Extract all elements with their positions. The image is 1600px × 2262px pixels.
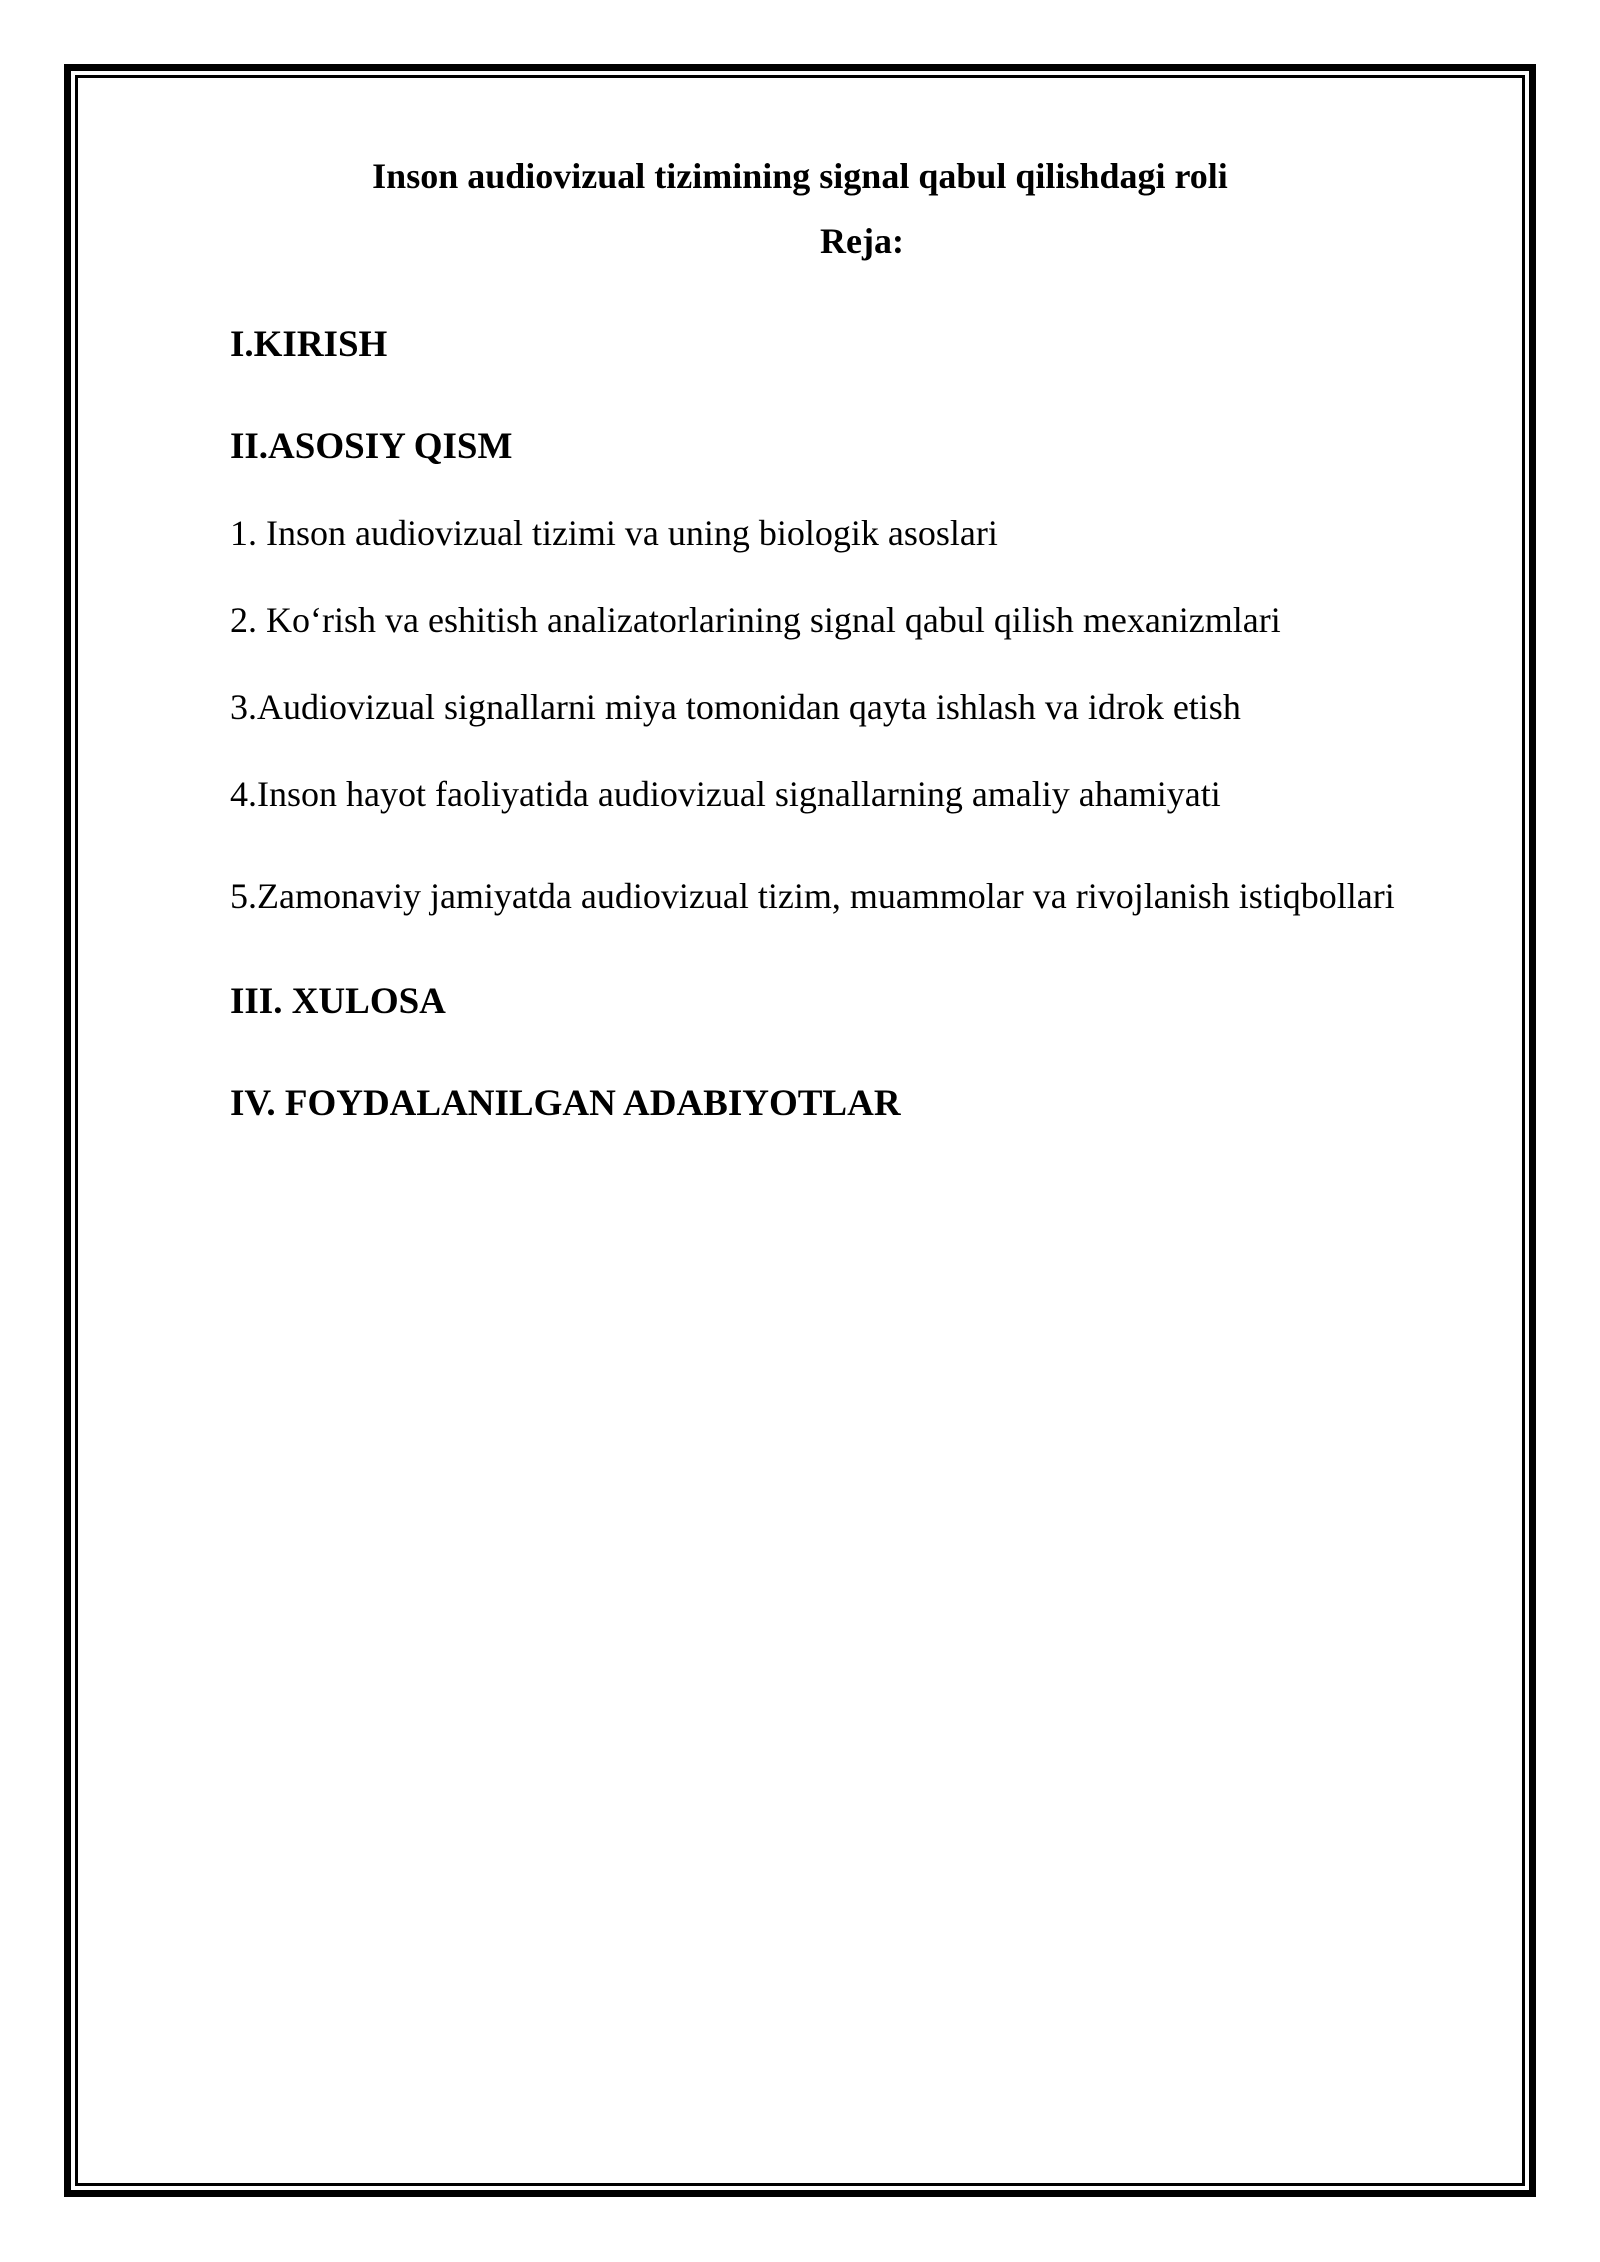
- page-border-inner: [75, 75, 1525, 2186]
- plan-item-1: 1. Inson audiovizual tizimi va uning biologik asoslari: [230, 513, 998, 553]
- plan-heading: Reja:: [820, 221, 904, 261]
- section-references: IV. FOYDALANILGAN ADABIYOTLAR: [230, 1083, 901, 1124]
- document-title: Inson audiovizual tizimining signal qabul qilishdagi roli: [372, 156, 1228, 196]
- plan-item-5: 5.Zamonaviy jamiyatda audiovizual tizim, muammolar va rivojlanish istiqbollari: [230, 876, 1395, 916]
- section-conclusion: III. XULOSA: [230, 981, 446, 1022]
- plan-item-4: 4.Inson hayot faoliyatida audiovizual signallarning amaliy ahamiyati: [230, 774, 1221, 814]
- plan-item-2: 2. Ko‘rish va eshitish analizatorlarining signal qabul qilish mexanizmlari: [230, 600, 1281, 640]
- section-intro: I.KIRISH: [230, 324, 388, 365]
- section-main: II.ASOSIY QISM: [230, 426, 513, 467]
- plan-item-3: 3.Audiovizual signallarni miya tomonidan qayta ishlash va idrok etish: [230, 687, 1241, 727]
